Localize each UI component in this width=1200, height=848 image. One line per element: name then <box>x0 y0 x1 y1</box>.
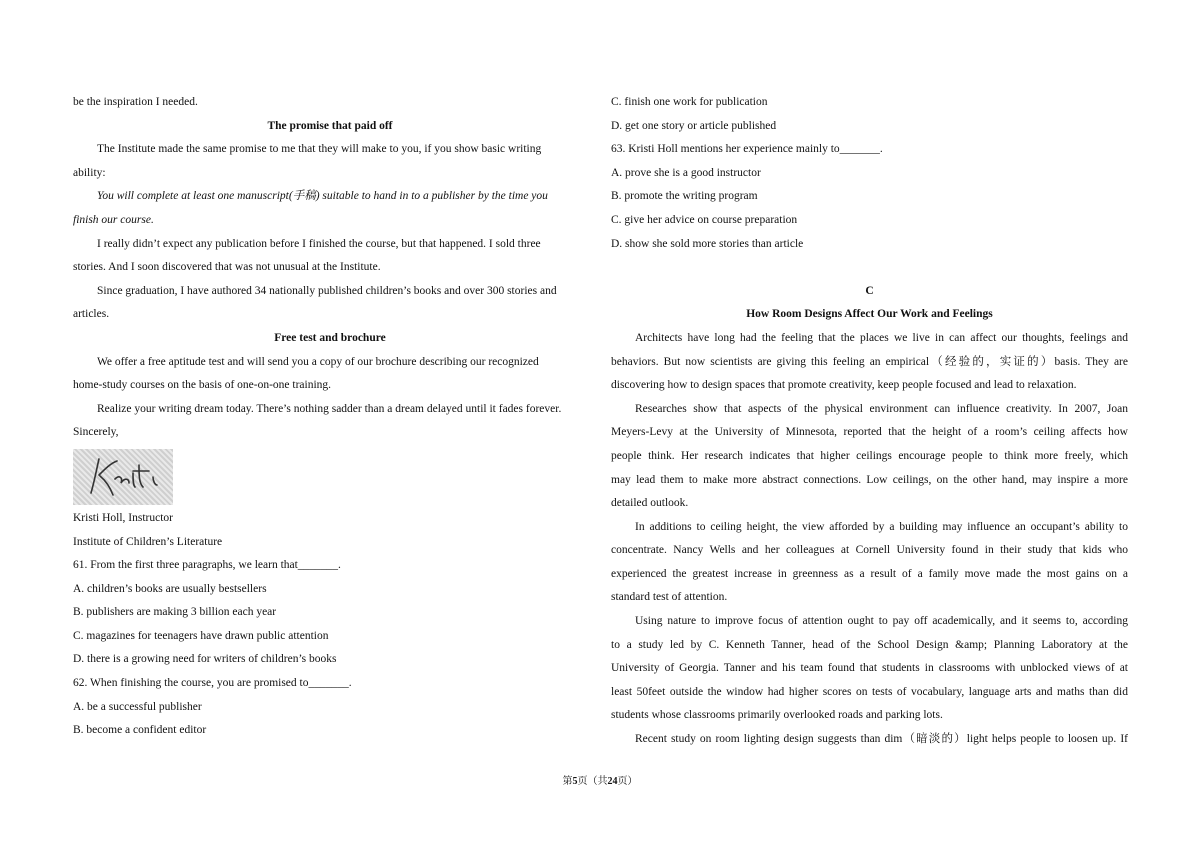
paragraph-line: I really didn’t expect any publication before I finished the course, but that happened. I sold three <box>97 237 541 250</box>
passage-line: detailed outlook. <box>611 497 689 510</box>
option-61-d: D. there is a growing need for writers of children’s books <box>73 653 337 666</box>
promise-quote-line: finish our course. <box>73 213 154 226</box>
option-62-b: B. become a confident editor <box>73 724 207 737</box>
section-heading-free-test: Free test and brochure <box>274 331 386 344</box>
paragraph-line: We offer a free aptitude test and will send you a copy of our brochure describing our recognized <box>97 355 539 368</box>
passage-line: people think. Her research indicates that higher ceilings encourage people to think more freely, which <box>611 449 1128 462</box>
paragraph-line: The Institute made the same promise to me that they will make to you, if you show basic writing <box>97 143 542 156</box>
option-62-d: D. get one story or article published <box>611 119 777 132</box>
footer-suffix: 页） <box>617 776 638 787</box>
passage-line: University of Georgia. Tanner and his team found that students in classrooms with unblocked views of at <box>611 662 1128 675</box>
question-61: 61. From the first three paragraphs, we learn that_______. <box>73 559 341 572</box>
question-63: 63. Kristi Holl mentions her experience mainly to_______. <box>611 143 883 156</box>
paragraph-line: ability: <box>73 166 106 179</box>
signature-image <box>73 449 173 505</box>
paragraph-line: home-study courses on the basis of one-on-one training. <box>73 379 332 392</box>
passage-line: concentrate. Nancy Wells and her colleagues at Cornell University found in their study that kids who <box>611 544 1128 557</box>
option-62-c: C. finish one work for publication <box>611 96 768 108</box>
passage-line: In additions to ceiling height, the view afforded by a building may influence an occupant’s ability to <box>635 520 1128 533</box>
option-63-d: D. show she sold more stories than article <box>611 237 804 250</box>
passage-line: students whose classrooms primarily overlooked roads and parking lots. <box>611 709 943 722</box>
passage-line: behaviors. But now scientists are giving this feeling an empirical（经验的，实证的）basis. They are <box>611 355 1128 368</box>
paragraph-line: Since graduation, I have authored 34 nationally published children’s books and over 300 stories and <box>97 284 557 297</box>
footer-mid: 页（共 <box>577 776 608 787</box>
passage-line: least 50feet outside the window had higher scores on tests of vocabulary, language arts and maths than did <box>611 685 1128 698</box>
right-column <box>611 91 1128 752</box>
passage-line: may lead them to make more abstract connections. Low ceilings, on the other hand, may inspire a more <box>611 473 1128 486</box>
option-62-a: A. be a successful publisher <box>73 700 202 713</box>
left-column <box>73 91 587 743</box>
section-label: C <box>865 284 874 297</box>
page-footer <box>0 772 1200 787</box>
passage-line: standard test of attention. <box>611 591 728 604</box>
page-number: 5 <box>572 776 578 787</box>
option-61-a: A. children’s books are usually bestsellers <box>73 582 267 595</box>
paragraph-line: Realize your writing dream today. There’s nothing sadder than a dream delayed until it fades forever. <box>97 402 562 415</box>
footer-prefix: 第 <box>562 776 573 787</box>
question-62: 62. When finishing the course, you are promised to_______. <box>73 677 352 690</box>
passage-line: to a study led by C. Kenneth Tanner, head of the School Design &amp; Planning Laboratory at the <box>611 638 1128 651</box>
passage-line: Using nature to improve focus of attention ought to pay off academically, and it seems to, according <box>635 615 1128 628</box>
passage-line: Recent study on room lighting design suggests than dim（暗淡的）light helps people to loosen up. If <box>635 733 1128 746</box>
option-63-b: B. promote the writing program <box>611 190 758 203</box>
signature-name: Kristi Holl, Instructor <box>73 511 173 524</box>
page-total: 24 <box>607 776 618 787</box>
paragraph-line: articles. <box>73 308 110 321</box>
paragraph-line: stories. And I soon discovered that was not unusual at the Institute. <box>73 261 381 274</box>
option-61-c: C. magazines for teenagers have drawn public attention <box>73 629 329 642</box>
passage-line: experienced the greatest increase in greenness as a result of a family move made the most gains on a <box>611 567 1128 580</box>
passage-line: Researches show that aspects of the physical environment can influence creativity. In 2007, Joan <box>635 402 1128 415</box>
paragraph-line: be the inspiration I needed. <box>73 96 198 108</box>
promise-quote-line: You will complete at least one manuscript(手稿) suitable to hand in to a publisher by the time you <box>97 190 548 203</box>
closing-line: Sincerely, <box>73 426 119 439</box>
option-61-b: B. publishers are making 3 billion each year <box>73 606 277 619</box>
option-63-c: C. give her advice on course preparation <box>611 213 798 226</box>
option-63-a: A. prove she is a good instructor <box>611 166 761 179</box>
signature-icon <box>73 449 173 505</box>
section-heading-promise: The promise that paid off <box>267 119 393 132</box>
signature-organization: Institute of Children’s Literature <box>73 535 223 548</box>
passage-line: Meyers-Levy at the University of Minnesota, reported that the height of a room’s ceiling affects how <box>611 426 1128 439</box>
passage-line: discovering how to design spaces that promote creativity, keep people focused and lead to relaxation. <box>611 379 1077 392</box>
passage-line: Architects have long had the feeling that the places we live in can affect our thoughts, feelings and <box>635 331 1128 344</box>
spacer <box>611 256 1128 280</box>
passage-title: How Room Designs Affect Our Work and Feelings <box>746 308 993 321</box>
